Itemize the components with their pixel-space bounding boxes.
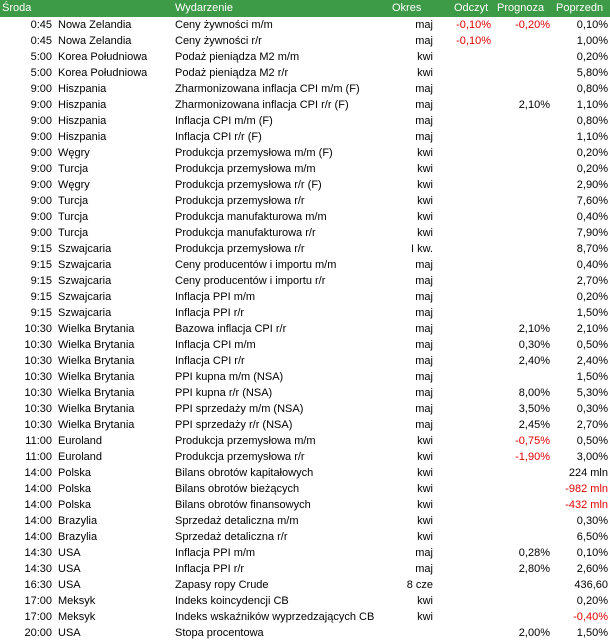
time-cell: 9:15 [30,259,52,271]
country-cell: Korea Południowa [58,67,148,79]
event-cell: Sprzedaż detaliczna m/m [175,515,299,527]
event-cell: Zapasy ropy Crude [175,579,269,591]
time-cell: 10:30 [24,419,52,431]
table-row [0,161,610,177]
period-cell: kwi [417,163,433,175]
period-cell: maj [415,259,433,271]
previous-cell: 0,30% [576,515,608,527]
period-cell: maj [415,355,433,367]
time-cell: 10:30 [24,339,52,351]
header-actual: Odczyt [454,2,489,14]
event-cell: Stopa procentowa [175,627,264,639]
country-cell: Brazylia [58,515,98,527]
period-cell: maj [415,131,433,143]
country-cell: Hiszpania [58,83,107,95]
country-cell: Hiszpania [58,131,107,143]
time-cell: 20:00 [24,627,52,639]
period-cell: maj [415,387,433,399]
table-row [0,497,610,513]
period-cell: maj [415,99,433,111]
time-cell: 10:30 [24,371,52,383]
period-cell: maj [415,291,433,303]
period-cell: maj [415,563,433,575]
period-cell: kwi [417,611,433,623]
country-cell: Węgry [58,147,90,159]
event-cell: Inflacja CPI m/m [175,339,256,351]
table-row [0,193,610,209]
time-cell: 9:00 [30,83,52,95]
period-cell: kwi [417,195,433,207]
time-cell: 9:00 [30,115,52,127]
time-cell: 17:00 [24,595,52,607]
event-cell: Sprzedaż detaliczna r/r [175,531,288,543]
previous-cell: 0,80% [576,115,608,127]
previous-cell: 2,70% [576,419,608,431]
event-cell: Inflacja CPI r/r [175,355,245,367]
previous-cell: 3,00% [576,451,608,463]
previous-cell: 0,30% [576,403,608,415]
forecast-cell: -0,75% [515,435,550,447]
country-cell: Euroland [58,435,103,447]
time-cell: 14:00 [24,499,52,511]
forecast-cell: -1,90% [515,451,550,463]
table-row [0,177,610,193]
time-cell: 11:00 [25,451,52,463]
header-forecast: Prognoza [497,2,545,14]
table-row [0,129,610,145]
table-row [0,561,610,577]
time-cell: 9:00 [30,195,52,207]
time-cell: 9:00 [30,227,52,239]
previous-cell: 0,20% [576,291,608,303]
time-cell: 9:00 [30,131,52,143]
period-cell: kwi [417,467,433,479]
period-cell: kwi [417,227,433,239]
country-cell: USA [58,547,81,559]
country-cell: USA [58,563,81,575]
previous-cell: 7,60% [576,195,608,207]
country-cell: Szwajcaria [58,275,112,287]
event-cell: Inflacja CPI r/r (F) [175,131,262,143]
table-row [0,369,610,385]
previous-cell: 0,20% [576,595,608,607]
table-row [0,49,610,65]
time-cell: 0:45 [30,35,52,47]
table-row [0,97,610,113]
country-cell: Hiszpania [58,115,107,127]
country-cell: Wielka Brytania [58,371,135,383]
event-cell: Inflacja PPI r/r [175,563,245,575]
period-cell: maj [415,275,433,287]
country-cell: Turcja [58,195,89,207]
period-cell: maj [415,35,433,47]
country-cell: USA [58,627,81,639]
previous-cell: 0,20% [576,163,608,175]
event-cell: Inflacja CPI m/m (F) [175,115,273,127]
table-row [0,225,610,241]
time-cell: 9:00 [30,163,52,175]
country-cell: Węgry [58,179,90,191]
country-cell: Wielka Brytania [58,323,135,335]
header-period: Okres [392,2,422,14]
previous-cell: 0,50% [576,435,608,447]
period-cell: maj [415,339,433,351]
time-cell: 9:15 [30,291,52,303]
event-cell: Produkcja przemysłowa r/r [175,451,305,463]
previous-cell: 1,10% [576,99,608,111]
forecast-cell: 2,80% [518,563,550,575]
event-cell: Podaż pieniądza M2 r/r [175,67,289,79]
previous-cell: 0,20% [576,147,608,159]
table-row [0,209,610,225]
time-cell: 14:00 [24,467,52,479]
forecast-cell: 0,28% [518,547,550,559]
period-cell: maj [415,83,433,95]
time-cell: 5:00 [30,67,52,79]
period-cell: kwi [417,179,433,191]
previous-cell: 2,70% [576,275,608,287]
table-row [0,465,610,481]
previous-cell: -982 mln [565,483,608,495]
event-cell: Bilans obrotów finansowych [175,499,311,511]
table-row [0,17,610,33]
country-cell: Brazylia [58,531,98,543]
event-cell: PPI kupna r/r (NSA) [175,387,273,399]
forecast-cell: 2,00% [518,627,550,639]
event-cell: Produkcja przemysłowa r/r (F) [175,179,322,191]
previous-cell: 0,40% [576,211,608,223]
country-cell: Wielka Brytania [58,387,135,399]
previous-cell: 0,20% [576,51,608,63]
country-cell: Meksyk [58,611,96,623]
period-cell: kwi [417,211,433,223]
country-cell: Turcja [58,211,89,223]
forecast-cell: 0,30% [518,339,550,351]
forecast-cell: 2,10% [518,323,550,335]
event-cell: Produkcja przemysłowa m/m [175,163,316,175]
table-row [0,145,610,161]
event-cell: Produkcja przemysłowa m/m [175,435,316,447]
country-cell: Korea Południowa [58,51,148,63]
previous-cell: 1,00% [576,35,608,47]
previous-cell: 2,10% [576,323,608,335]
event-cell: Ceny producentów i importu m/m [175,259,337,271]
period-cell: kwi [417,531,433,543]
period-cell: maj [415,115,433,127]
previous-cell: -0,40% [573,611,608,623]
actual-cell: -0,10% [456,35,491,47]
table-row [0,577,610,593]
country-cell: USA [58,579,81,591]
previous-cell: 5,30% [576,387,608,399]
previous-cell: 2,60% [576,563,608,575]
event-cell: Inflacja PPI m/m [175,291,256,303]
country-cell: Wielka Brytania [58,355,135,367]
previous-cell: 0,50% [576,339,608,351]
event-cell: Ceny producentów i importu r/r [175,275,326,287]
time-cell: 11:00 [25,435,52,447]
time-cell: 0:45 [30,19,52,31]
event-cell: Bilans obrotów kapitałowych [175,467,314,479]
event-cell: Produkcja przemysłowa r/r [175,243,305,255]
country-cell: Polska [58,467,92,479]
previous-cell: 0,80% [576,83,608,95]
period-cell: maj [415,547,433,559]
period-cell: maj [415,307,433,319]
table-row [0,81,610,97]
event-cell: Indeks koincydencji CB [175,595,289,607]
table-row [0,593,610,609]
table-row [0,65,610,81]
time-cell: 14:00 [24,483,52,495]
time-cell: 14:00 [24,531,52,543]
table-row [0,417,610,433]
time-cell: 5:00 [30,51,52,63]
table-row [0,449,610,465]
time-cell: 10:30 [24,403,52,415]
event-cell: PPI kupna m/m (NSA) [175,371,284,383]
previous-cell: 436,60 [574,579,608,591]
period-cell: maj [415,403,433,415]
country-cell: Wielka Brytania [58,419,135,431]
table-row [0,529,610,545]
table-row [0,289,610,305]
period-cell: kwi [417,483,433,495]
time-cell: 14:30 [24,563,52,575]
table-row [0,433,610,449]
period-cell: kwi [417,595,433,607]
previous-cell: 1,50% [576,627,608,639]
forecast-cell: 2,10% [518,99,550,111]
table-row [0,337,610,353]
time-cell: 14:00 [24,515,52,527]
previous-cell: 2,90% [576,179,608,191]
country-cell: Nowa Zelandia [58,35,132,47]
previous-cell: 0,10% [576,19,608,31]
event-cell: Inflacja PPI r/r [175,307,245,319]
country-cell: Hiszpania [58,99,107,111]
event-cell: PPI sprzedaży m/m (NSA) [175,403,304,415]
period-cell: kwi [417,435,433,447]
period-cell: 8 cze [406,579,433,591]
time-cell: 17:00 [24,611,52,623]
table-row [0,401,610,417]
period-cell: kwi [417,67,433,79]
previous-cell: 224 mln [568,467,608,479]
header-previous: Poprzedn [556,2,604,14]
previous-cell: 1,10% [576,131,608,143]
time-cell: 9:00 [30,147,52,159]
table-row [0,257,610,273]
event-cell: Bilans obrotów bieżących [175,483,300,495]
period-cell: maj [415,419,433,431]
event-cell: Ceny żywności r/r [175,35,262,47]
table-row [0,481,610,497]
period-cell: kwi [417,515,433,527]
country-cell: Polska [58,499,92,511]
event-cell: Ceny żywności m/m [175,19,273,31]
country-cell: Wielka Brytania [58,403,135,415]
header-event: Wydarzenie [175,2,233,14]
time-cell: 9:00 [30,179,52,191]
table-header [0,0,610,17]
time-cell: 9:15 [30,243,52,255]
event-cell: Podaż pieniądza M2 m/m [175,51,300,63]
previous-cell: 8,70% [576,243,608,255]
country-cell: Szwajcaria [58,243,112,255]
time-cell: 10:30 [24,323,52,335]
time-cell: 9:00 [30,99,52,111]
period-cell: maj [415,371,433,383]
event-cell: Inflacja PPI m/m [175,547,256,559]
forecast-cell: -0,20% [515,19,550,31]
period-cell: kwi [417,51,433,63]
country-cell: Szwajcaria [58,307,112,319]
period-cell: I kw. [410,243,433,255]
period-cell: kwi [417,451,433,463]
previous-cell: 1,50% [576,307,608,319]
forecast-cell: 2,40% [518,355,550,367]
calendar-table-body [0,17,610,641]
event-cell: Produkcja manufakturowa r/r [175,227,316,239]
time-cell: 9:00 [30,211,52,223]
table-row [0,609,610,625]
country-cell: Wielka Brytania [58,339,135,351]
time-cell: 16:30 [24,579,52,591]
period-cell: kwi [417,499,433,511]
event-cell: PPI sprzedaży r/r (NSA) [175,419,293,431]
previous-cell: 2,40% [576,355,608,367]
previous-cell: 7,90% [576,227,608,239]
forecast-cell: 8,00% [518,387,550,399]
country-cell: Nowa Zelandia [58,19,132,31]
country-cell: Euroland [58,451,103,463]
table-row [0,33,610,49]
forecast-cell: 2,45% [518,419,550,431]
event-cell: Produkcja manufakturowa m/m [175,211,327,223]
country-cell: Meksyk [58,595,96,607]
table-row [0,321,610,337]
table-row [0,273,610,289]
table-row [0,625,610,641]
time-cell: 10:30 [24,355,52,367]
time-cell: 9:15 [30,307,52,319]
actual-cell: -0,10% [456,19,491,31]
country-cell: Szwajcaria [58,259,112,271]
country-cell: Szwajcaria [58,291,112,303]
previous-cell: 0,10% [576,547,608,559]
event-cell: Bazowa inflacja CPI r/r [175,323,287,335]
previous-cell: 0,40% [576,259,608,271]
table-row [0,513,610,529]
time-cell: 9:15 [30,275,52,287]
event-cell: Zharmonizowana inflacja CPI m/m (F) [175,83,360,95]
previous-cell: -432 mln [565,499,608,511]
table-row [0,305,610,321]
time-cell: 10:30 [24,387,52,399]
forecast-cell: 3,50% [518,403,550,415]
previous-cell: 6,50% [576,531,608,543]
period-cell: kwi [417,147,433,159]
header-day: Środa [2,2,32,14]
table-row [0,241,610,257]
event-cell: Indeks wskaźników wyprzedzających CB [175,611,375,623]
country-cell: Turcja [58,163,89,175]
table-row [0,545,610,561]
country-cell: Polska [58,483,92,495]
table-row [0,353,610,369]
table-row [0,113,610,129]
country-cell: Turcja [58,227,89,239]
previous-cell: 1,50% [576,371,608,383]
event-cell: Zharmonizowana inflacja CPI r/r (F) [175,99,349,111]
period-cell: maj [415,323,433,335]
event-cell: Produkcja przemysłowa m/m (F) [175,147,333,159]
time-cell: 14:30 [24,547,52,559]
period-cell: maj [415,19,433,31]
table-row [0,385,610,401]
event-cell: Produkcja przemysłowa r/r [175,195,305,207]
previous-cell: 5,80% [576,67,608,79]
